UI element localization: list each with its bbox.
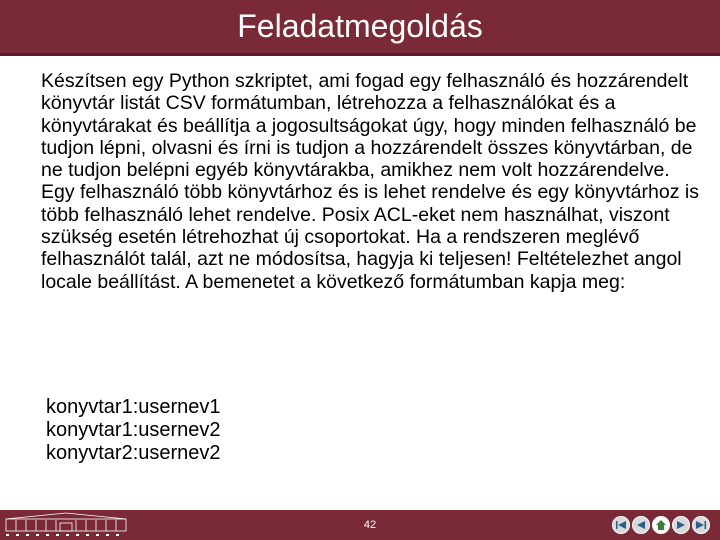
example-line: konyvtar1:usernev1 [46, 396, 221, 418]
example-input [46, 396, 446, 465]
slide-navigation [612, 516, 712, 536]
next-slide-icon[interactable] [672, 516, 690, 534]
footer-bar [0, 510, 720, 540]
university-building-logo [2, 511, 130, 539]
page-number: 42 [363, 519, 377, 531]
example-line: konyvtar1:usernev2 [46, 419, 221, 441]
previous-slide-icon[interactable] [632, 516, 650, 534]
last-slide-icon[interactable] [692, 516, 710, 534]
title-bar [0, 0, 720, 56]
slide-title: Feladatmegoldás [237, 8, 483, 44]
task-description: Készítsen egy Python szkriptet, ami fogad egy felhasználó és hozzárendelt könyvtár listát CSV formátumban, létrehozza a felhasználókat és a könyvtárakat és beállítja a jogosultságokat úgy, hogy minden felhasználó be tudjon lépni, olvasni és írni is tudjon a hozzárendelt összes könyvtárban, de ne tudjon belépni egyéb könyvtárakba, amikhez nem volt hozzárendelve. Egy felhasználó több könyvtárhoz és is lehet rendelve és egy könyvtárhoz is több felhasználó lehet rendelve. Posix ACL-eket nem használhat, viszont szükség esetén létrehozhat új csoportokat. Ha a rendszeren meglévő felhasználót talál, azt ne módosítsa, hagyja ki teljesen! Feltételezhet angol locale beállítást. A bemenetet a következő formátumban kapja meg: [41, 70, 699, 293]
example-line: konyvtar2:usernev2 [46, 442, 221, 464]
home-icon[interactable] [652, 516, 670, 534]
first-slide-icon[interactable] [612, 516, 630, 534]
